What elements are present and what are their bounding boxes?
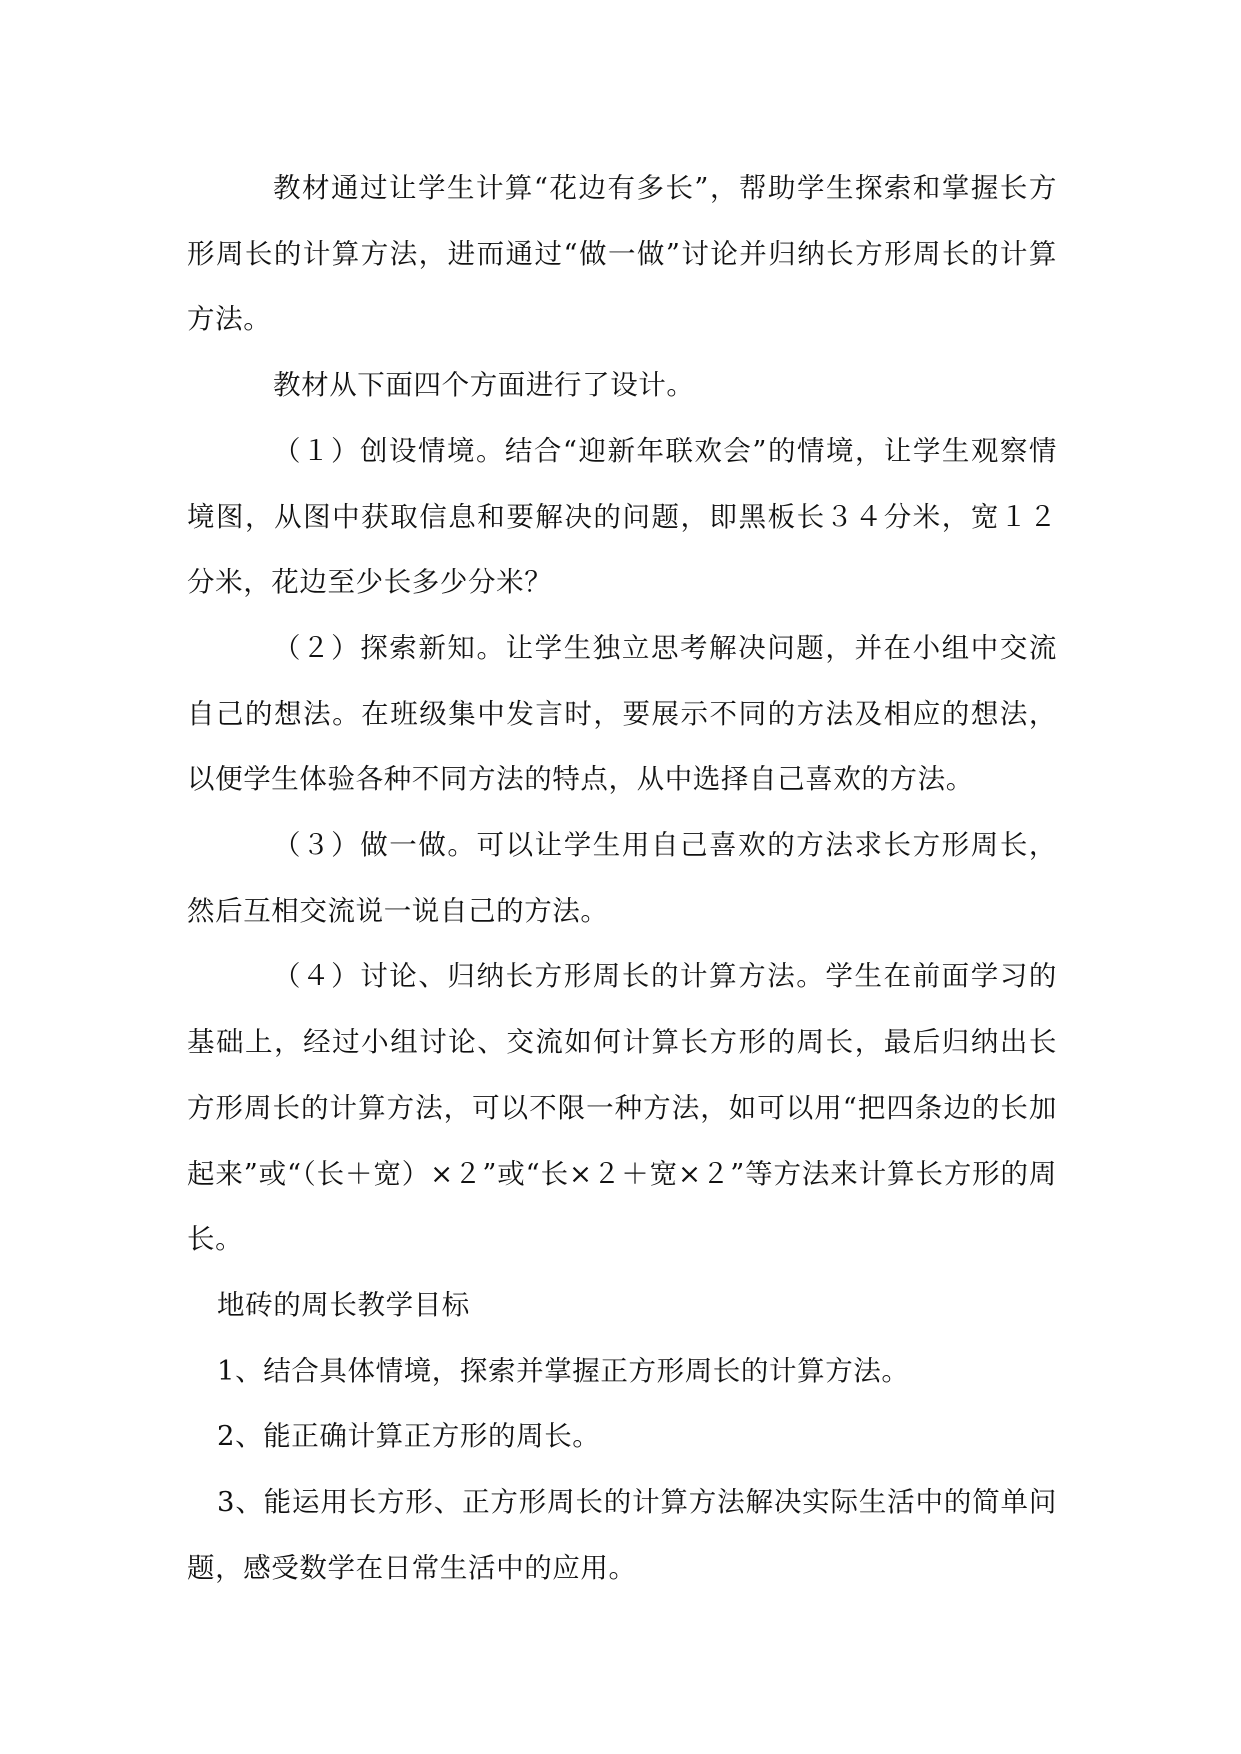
objective-2: 2、能正确计算正方形的周长。 [217,1420,601,1453]
paragraph-step-1: （１）创设情境。结合“迎新年联欢会”的情境，让学生观察情境图，从图中获取信息和要解决的问题，即黑板长３４分米，宽１２分米，花边至少长多少分米？ [187,434,1057,599]
paragraph-step-3: （３）做一做。可以让学生用自己喜欢的方法求长方形周长，然后互相交流说一说自己的方法。 [187,829,1057,927]
section-heading-tile-perimeter: 地砖的周长教学目标 [217,1288,470,1321]
paragraph-textbook-overview: 教材通过让学生计算“花边有多长”，帮助学生探索和掌握长方形周长的计算方法，进而通过“做一做”讨论并归纳长方形周长的计算方法。 [187,172,1057,336]
paragraph-step-2: （２）探索新知。让学生独立思考解决问题，并在小组中交流自己的想法。在班级集中发言时，要展示不同的方法及相应的想法，以便学生体验各种不同方法的特点，从中选择自己喜欢的方法。 [187,631,1057,796]
objective-1: 1、结合具体情境，探索并掌握正方形周长的计算方法。 [217,1354,910,1387]
paragraph-step-4: （４）讨论、归纳长方形周长的计算方法。学生在前面学习的基础上，经过小组讨论、交流如何计算长方形的周长，最后归纳出长方形周长的计算方法，可以不限一种方法，如可以用“把四条边的长加起来”或“（长＋宽）×２”或“长×２＋宽×２”等方法来计算长方形的周长。 [187,960,1057,1256]
document-body [187,156,1057,1601]
paragraph-design-intro: 教材从下面四个方面进行了设计。 [273,369,695,402]
objective-3: 3、能运用长方形、正方形周长的计算方法解决实际生活中的简单问题，感受数学在日常生活中的应用。 [187,1486,1057,1584]
